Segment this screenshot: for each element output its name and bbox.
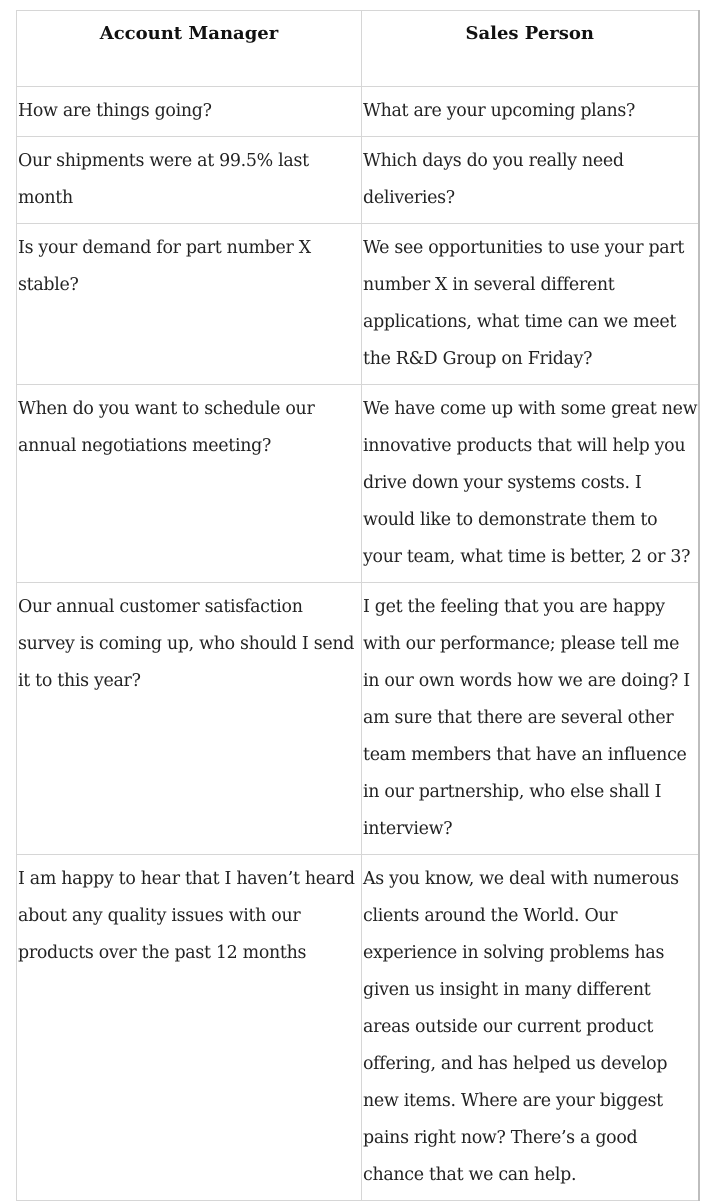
sales-person-cell: We have come up with some great new innovative products that will help you drive down your systems costs. I would like to demonstrate them to your team, what time is better, 2 or 3?: [362, 385, 699, 583]
table-row: [17, 583, 699, 855]
account-manager-cell: I am happy to hear that I haven’t heard about any quality issues with our products over the past 12 months: [17, 855, 362, 1201]
account-manager-cell: Our shipments were at 99.5% last month: [17, 137, 362, 224]
header-sales-person: Sales Person: [362, 11, 699, 87]
table-header-row: [17, 11, 699, 87]
table-row: [17, 137, 699, 224]
account-manager-cell: Our annual customer satisfaction survey is coming up, who should I send it to this year?: [17, 583, 362, 855]
sales-person-cell: I get the feeling that you are happy with our performance; please tell me in our own words how we are doing? I am sure that there are several other team members that have an influence in our partnership, who else shall I interview?: [362, 583, 699, 855]
header-account-manager: Account Manager: [17, 11, 362, 87]
sales-person-cell: Which days do you really need deliveries?: [362, 137, 699, 224]
sales-person-cell: We see opportunities to use your part number X in several different applications, what time can we meet the R&D Group on Friday?: [362, 224, 699, 385]
table-row: [17, 385, 699, 583]
sales-person-cell: As you know, we deal with numerous clients around the World. Our experience in solving problems has given us insight in many different areas outside our current product offering, and has helped us develop new items. Where are your biggest pains right now? There’s a good chance that we can help.: [362, 855, 699, 1201]
comparison-table-container: [16, 10, 698, 1201]
account-manager-cell: When do you want to schedule our annual negotiations meeting?: [17, 385, 362, 583]
sales-person-cell: What are your upcoming plans?: [362, 87, 699, 137]
table-row: [17, 87, 699, 137]
account-manager-cell: Is your demand for part number X stable?: [17, 224, 362, 385]
comparison-table: [16, 10, 700, 1201]
table-row: [17, 855, 699, 1201]
account-manager-cell: How are things going?: [17, 87, 362, 137]
table-row: [17, 224, 699, 385]
